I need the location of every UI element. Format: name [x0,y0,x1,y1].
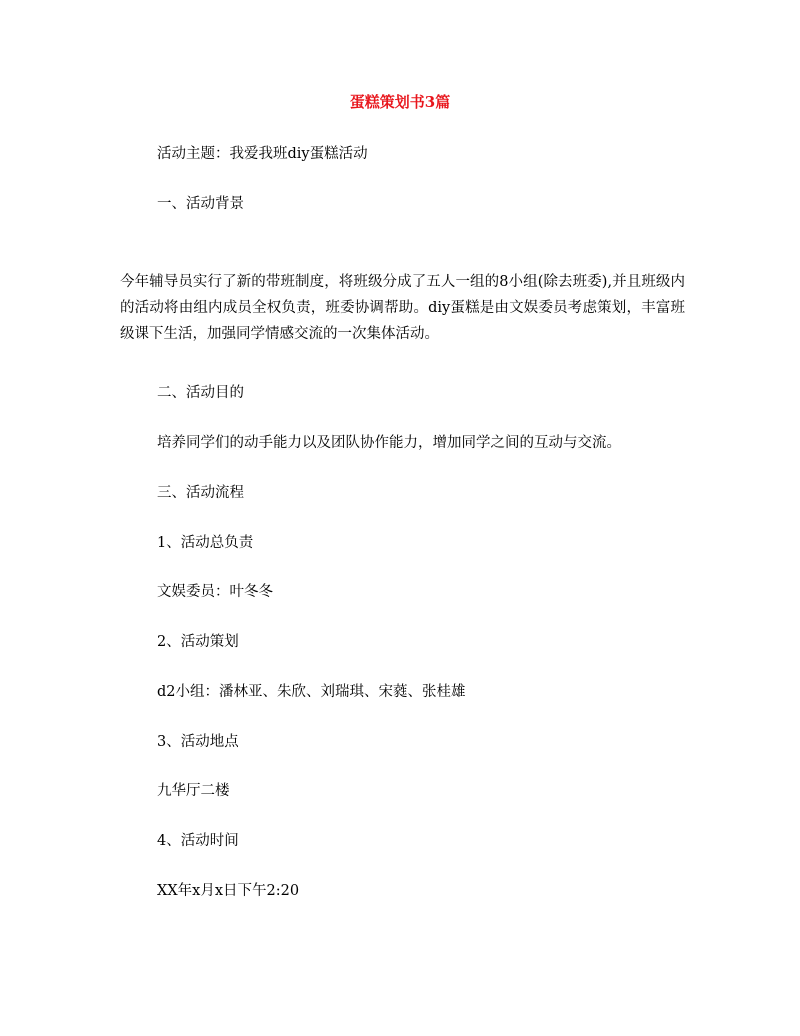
item4-content: XX年x月x日下午2:20 [157,883,300,899]
item2-content: d2小组：潘林亚、朱欣、刘瑞琪、宋蕤、张桂雄 [157,684,466,700]
item2-heading: 2、活动策划 [157,634,239,650]
section-heading-purpose: 二、活动目的 [157,385,244,401]
item3-heading: 3、活动地点 [157,734,239,750]
document-title: 蛋糕策划书3篇 [349,93,451,111]
background-paragraph: 今年辅导员实行了新的带班制度，将班级分成了五人一组的8小组(除去班委),并且班级内的活动将由组内成员全权负责，班委协调帮助。diy蛋糕是由文娱委员考虑策划，丰富班级课下生活，加强同学情感交流的一次集体活动。 [120,274,685,342]
item4-heading: 4、活动时间 [157,833,239,849]
purpose-paragraph: 培养同学们的动手能力以及团队协作能力，增加同学之间的互动与交流。 [157,435,621,451]
section-heading-background: 一、活动背景 [157,196,244,212]
item1-heading: 1、活动总负责 [157,535,254,551]
section-heading-process: 三、活动流程 [157,485,244,501]
item1-content: 文娱委员：叶冬冬 [157,584,273,600]
theme-line: 活动主题：我爱我班diy蛋糕活动 [157,146,368,162]
item3-content: 九华厅二楼 [157,783,230,799]
